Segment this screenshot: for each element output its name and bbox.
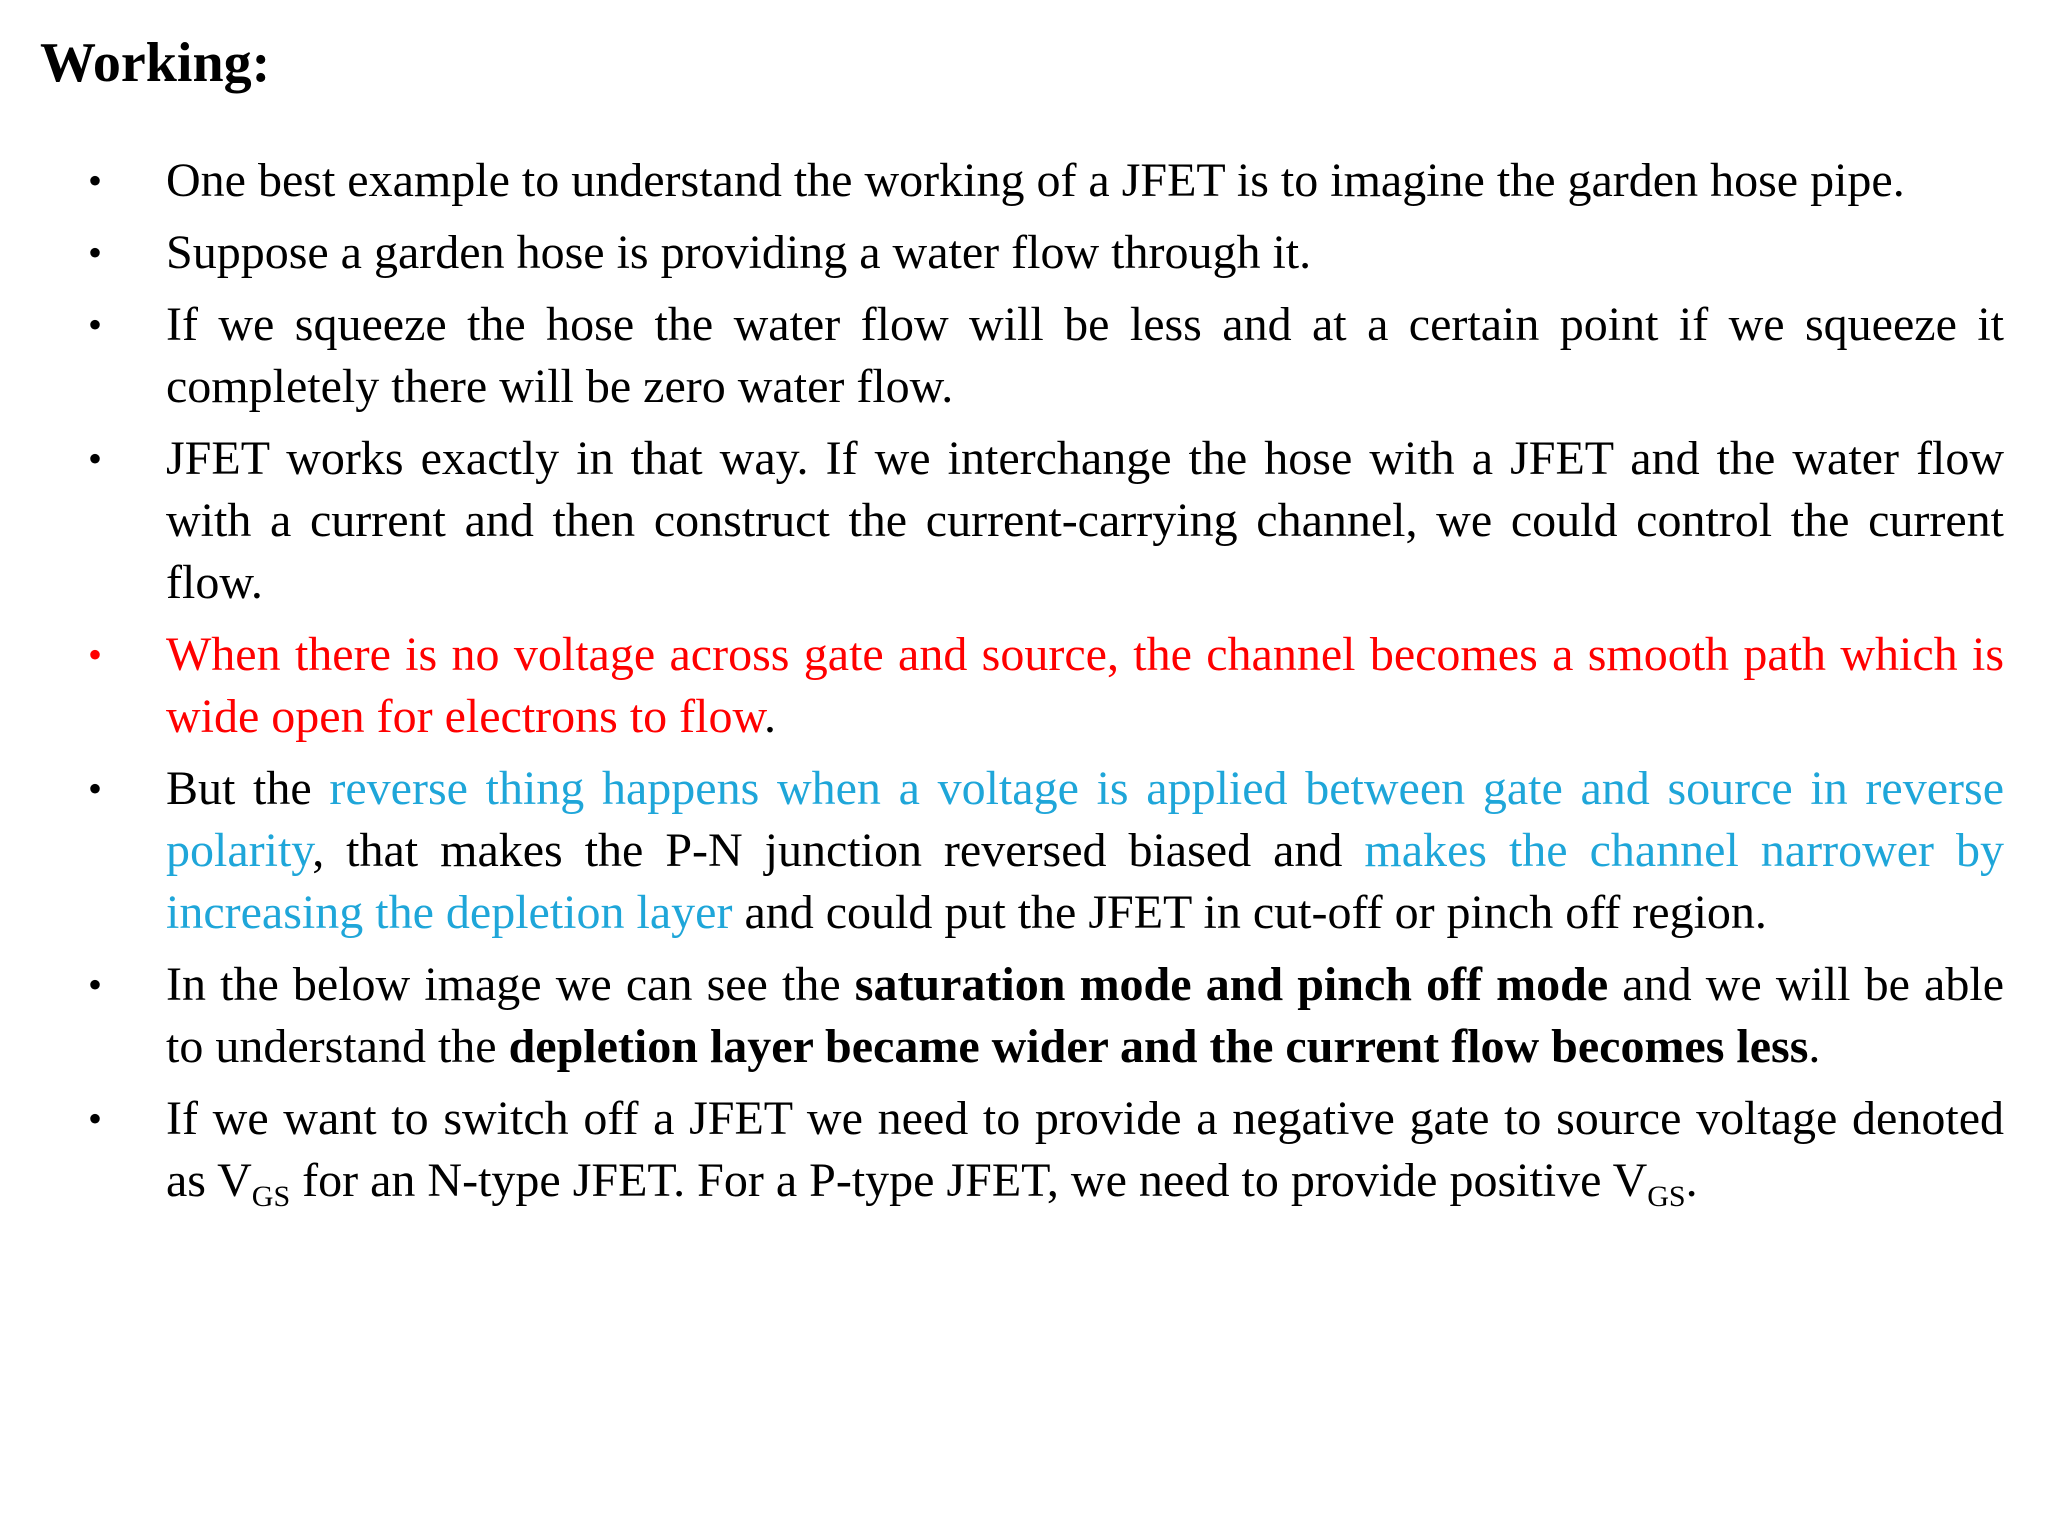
bullet-text: Suppose a garden hose is providing a water flow through it. xyxy=(166,226,1312,279)
bullet-item-red xyxy=(0,624,2004,748)
bullet-dot: • xyxy=(88,230,103,275)
bullet-dot: • xyxy=(88,436,103,481)
bullet-dot: • xyxy=(88,1096,103,1141)
bullet-text: . xyxy=(1808,1020,1821,1073)
bullet-item xyxy=(0,428,2004,614)
bullet-item xyxy=(0,758,2004,944)
page-heading: Working: xyxy=(40,32,271,94)
bullet-dot: • xyxy=(88,302,103,347)
highlighted-red-text: When there is no voltage across gate and source, the channel becomes a smooth path which is wide open for electrons to flow xyxy=(166,628,2004,743)
bullet-item xyxy=(0,222,2004,284)
highlighted-blue-text: reverse thing happens when a voltage is applied between gate and source in reverse polarity xyxy=(166,762,2004,877)
bullet-dot: • xyxy=(88,766,103,811)
bullet-list xyxy=(0,150,2048,1238)
bullet-item xyxy=(0,150,2004,212)
bullet-text: If we squeeze the hose the water flow will be less and at a certain point if we squeeze it completely there will be zero water flow. xyxy=(166,298,2004,413)
bullet-text: If we want to switch off a JFET we need to provide a negative gate to source voltage denoted as V xyxy=(166,1092,2004,1207)
bullet-item xyxy=(0,954,2004,1078)
bullet-dot: • xyxy=(88,962,103,1007)
bullet-dot: • xyxy=(88,632,103,677)
subscript-text: GS xyxy=(251,1180,291,1213)
bullet-text: for an N-type JFET. For a P-type JFET, we need to provide positive V xyxy=(290,1154,1648,1207)
bullet-item xyxy=(0,1088,2004,1228)
bold-text: depletion layer became wider and the current flow becomes less xyxy=(508,1020,1809,1073)
bullet-dot: • xyxy=(88,158,103,203)
bullet-item xyxy=(0,294,2004,418)
bullet-text: One best example to understand the working of a JFET is to imagine the garden hose pipe. xyxy=(166,154,1905,207)
bold-text: saturation mode and pinch off mode xyxy=(854,958,1609,1011)
bullet-text: and could put the JFET in cut-off or pinch off region. xyxy=(732,886,1767,939)
subscript-text: GS xyxy=(1647,1180,1686,1213)
bullet-text: In the below image we can see the xyxy=(166,958,855,1011)
bullet-text: But the xyxy=(166,762,330,815)
bullet-text: and we will be able to understand the xyxy=(166,958,2005,1073)
bullet-text: . xyxy=(1685,1154,1698,1207)
highlighted-blue-text: makes the channel narrower by increasing the depletion layer xyxy=(166,824,2005,939)
bullet-text: JFET works exactly in that way. If we interchange the hose with a JFET and the water flow with a current and then construct the current-carrying channel, we could control the current flow. xyxy=(166,432,2004,609)
bullet-text: . xyxy=(764,690,777,743)
bullet-text: , that makes the P-N junction reversed biased and xyxy=(312,824,1365,877)
